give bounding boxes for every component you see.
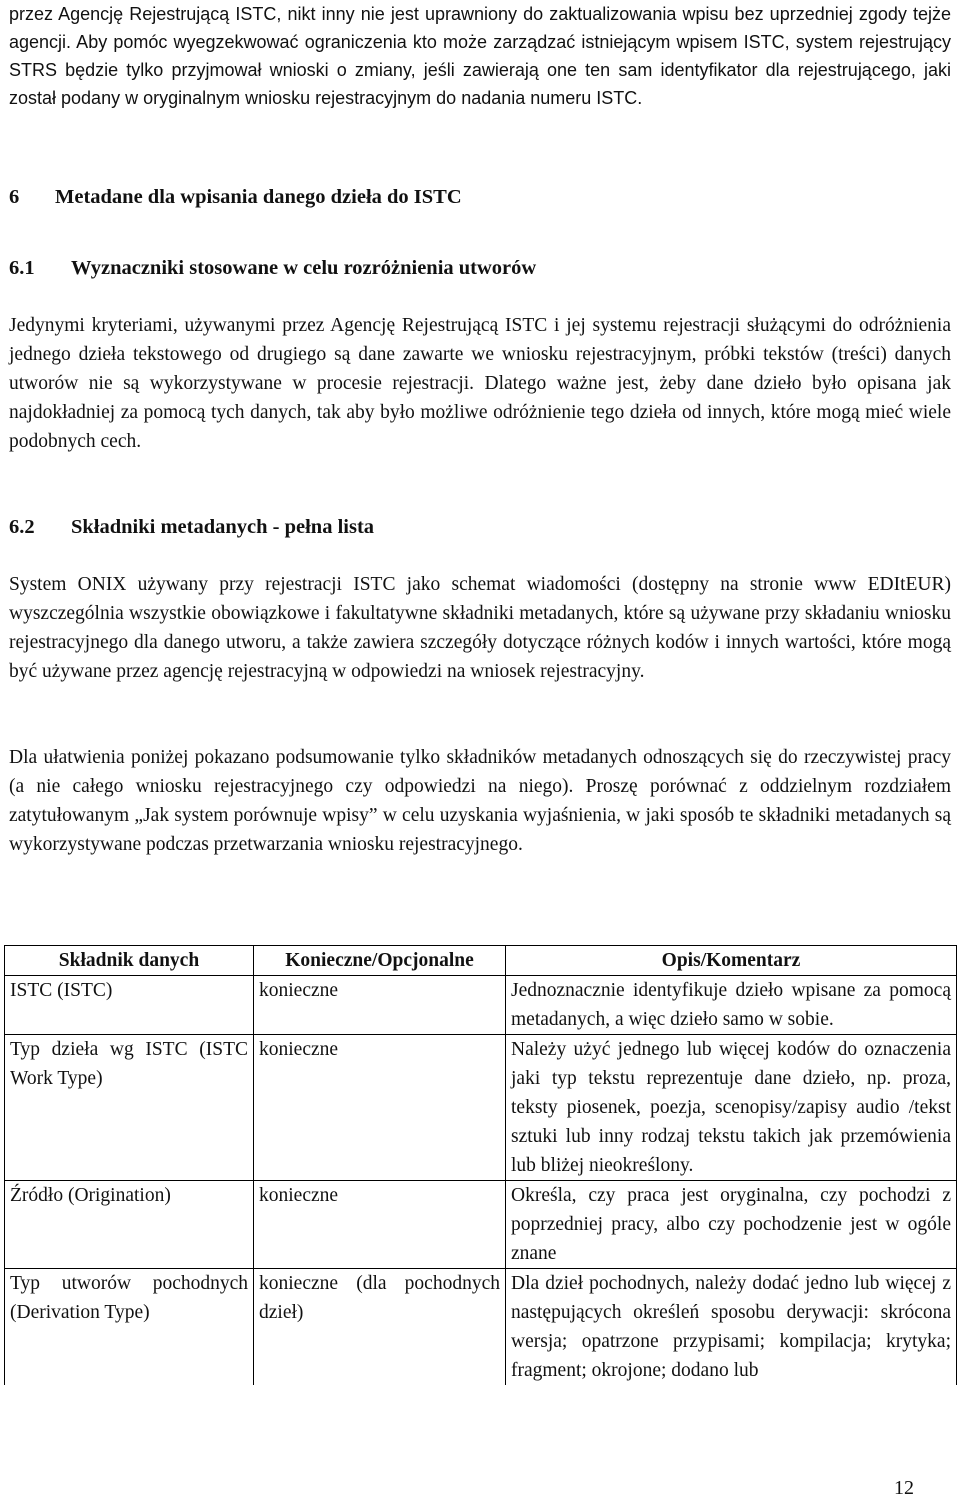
table-header-cell: Składnik danych [5, 946, 254, 976]
table-header-cell: Opis/Komentarz [506, 946, 957, 976]
table-cell: Dla dzieł pochodnych, należy dodać jedno lub więcej z następujących określeń sposobu derywacji: skrócona wersja; opatrzone przypisami; kompilacja; krytyka; fragment; okrojone; dodano lub [506, 1269, 957, 1386]
table-row [5, 1035, 957, 1181]
metadata-table [4, 945, 957, 1385]
table-cell: Typ dzieła wg ISTC (ISTC Work Type) [5, 1035, 254, 1181]
table-cell: ISTC (ISTC) [5, 976, 254, 1035]
section-6-1-heading [9, 254, 536, 282]
table-cell: Typ utworów pochodnych (Derivation Type) [5, 1269, 254, 1386]
table-cell: konieczne [254, 1181, 506, 1269]
table-cell: Należy użyć jednego lub więcej kodów do oznaczenia jaki typ tekstu reprezentuje dane dzieło, np. proza, teksty piosenek, poezja, scenopisy/zapisy audio /tekst sztuki lub inny rodzaj tekstu takich jak przemówienia lub bliżej nieokreślony. [506, 1035, 957, 1181]
table-cell: Jednoznacznie identyfikuje dzieło wpisane za pomocą metadanych, a więc dzieło samo w sobie. [506, 976, 957, 1035]
table-row [5, 1269, 957, 1386]
section-6-1-paragraph: Jedynymi kryteriami, używanymi przez Agencję Rejestrującą ISTC i jej systemu rejestracji służącymi do odróżnienia jednego dzieła tekstowego od drugiego są dane zawarte we wniosku rejestracyjnym, próbki tekstów (treści) danych utworów nie są wykorzystywane w procesie rejestracji. Dlatego ważne jest, żeby dane dzieło było opisana jak najdokładniej za pomocą tych danych, tak aby było możliwe odróżnienie tego dzieła od innych, które mogą mieć wiele podobnych cech. [9, 315, 951, 452]
section-6-2-paragraph-2: Dla ułatwienia poniżej pokazano podsumowanie tylko składników metadanych odnoszących się do rzeczywistej pracy (a nie całego wniosku rejestracyjnego czy odpowiedzi na niego). Proszę porównać z oddzielnym rozdziałem zatytułowanym „Jak system porównuje wpisy” w celu uzyskania wyjaśnienia, w jaki sposób te składniki metadanych są wykorzystywane podczas przetwarzania wniosku rejestracyjnego. [9, 747, 951, 855]
table-row [5, 976, 957, 1035]
section-6-1-title: Wyznaczniki stosowane w celu rozróżnienia utworów [71, 257, 537, 279]
table-header-row [5, 946, 957, 976]
table-row [5, 1181, 957, 1269]
table-cell: Źródło (Origination) [5, 1181, 254, 1269]
section-6-number: 6 [9, 186, 20, 208]
section-6-1-number: 6.1 [9, 257, 35, 279]
intro-paragraph: przez Agencję Rejestrującą ISTC, nikt inny nie jest uprawniony do zaktualizowania wpisu bez uprzedniej zgody tejże agencji. Aby pomóc wyegzekwować ograniczenia kto może zarządzać istniejącym wpisem ISTC, system rejestrujący STRS będzie tylko przyjmował wnioski o zmiany, jeśli zawierają one ten sam identyfikator dla rejestrującego, jaki został podany w oryginalnym wniosku rejestracyjnym do nadania numeru ISTC. [9, 4, 951, 108]
table-cell: konieczne (dla pochodnych dzieł) [254, 1269, 506, 1386]
page-number: 12 [894, 1477, 914, 1499]
table-header-cell: Konieczne/Opcjonalne [254, 946, 506, 976]
table-cell: Określa, czy praca jest oryginalna, czy pochodzi z poprzedniej pracy, albo czy pochodzenie jest w ogóle znane [506, 1181, 957, 1269]
table-cell: konieczne [254, 1035, 506, 1181]
section-6-heading [9, 183, 462, 211]
section-6-2-paragraph-1: System ONIX używany przy rejestracji ISTC jako schemat wiadomości (dostępny na stronie www EDItEUR) wyszczególnia wszystkie obowiązkowe i fakultatywne składniki metadanych, które są używane przy składaniu wniosku rejestracyjnego dla danego utworu, a także zawiera szczegóły dotyczące różnych kodów i innych wartości, które mogą być używane przez agencję rejestracyjną w odpowiedzi na wniosek rejestracyjny. [9, 574, 951, 682]
section-6-2-title: Składniki metadanych - pełna lista [71, 516, 375, 538]
section-6-2-heading [9, 513, 374, 541]
section-6-title: Metadane dla wpisania danego dzieła do ISTC [55, 186, 462, 208]
section-6-2-number: 6.2 [9, 516, 35, 538]
table-cell: konieczne [254, 976, 506, 1035]
